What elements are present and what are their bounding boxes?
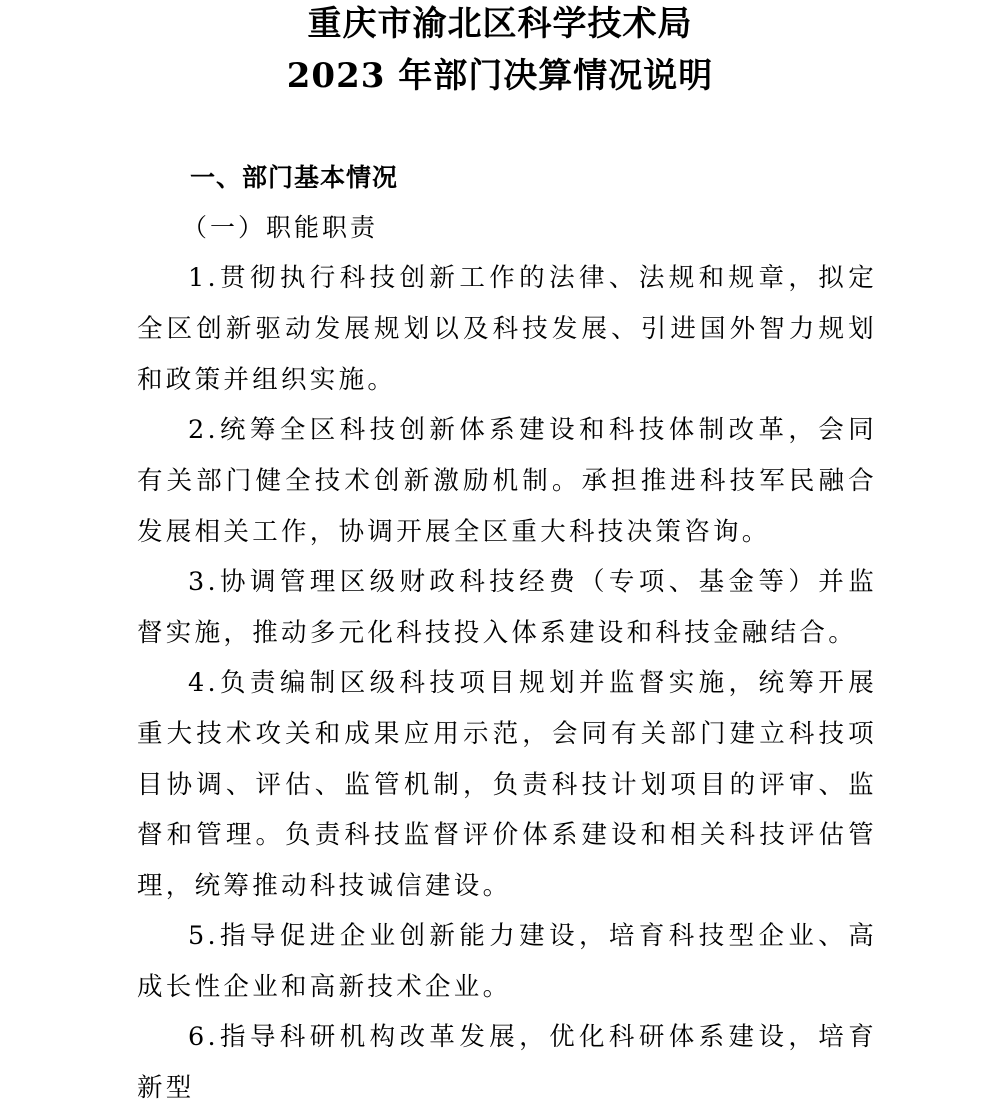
paragraph-4: 4.负责编制区级科技项目规划并监督实施，统筹开展重大技术攻关和成果应用示范，会同有关部门建立科技项目协调、评估、监管机制，负责科技计划项目的评审、监督和管理。负责科技监督评价体系建设和相关科技评估管理，统筹推动科技诚信建设。 [137,668,877,902]
paragraph-3: 3.协调管理区级财政科技经费（专项、基金等）并监督实施，推动多元化科技投入体系建设和科技金融结合。 [137,567,877,648]
paragraph-5: 5.指导促进企业创新能力建设，培育科技型企业、高成长性企业和高新技术企业。 [137,921,877,1002]
subsection-heading: （一）职能职责 [182,213,379,242]
paragraph-6: 6.指导科研机构改革发展，优化科研体系建设，培育新型 [137,1022,877,1103]
paragraph-2: 2.统筹全区科技创新体系建设和科技体制改革，会同有关部门健全技术创新激励机制。承担推进科技军民融合发展相关工作，协调开展全区重大科技决策咨询。 [137,415,877,547]
paragraph-1: 1.贯彻执行科技创新工作的法律、法规和规章，拟定全区创新驱动发展规划以及科技发展、引进国外智力规划和政策并组织实施。 [137,263,877,395]
document-title-line-1: 重庆市渝北区科学技术局 [307,4,693,44]
document-title-line-2: 2023 年部门决算情况说明 [286,56,714,96]
section-heading: 一、部门基本情况 [190,163,399,192]
